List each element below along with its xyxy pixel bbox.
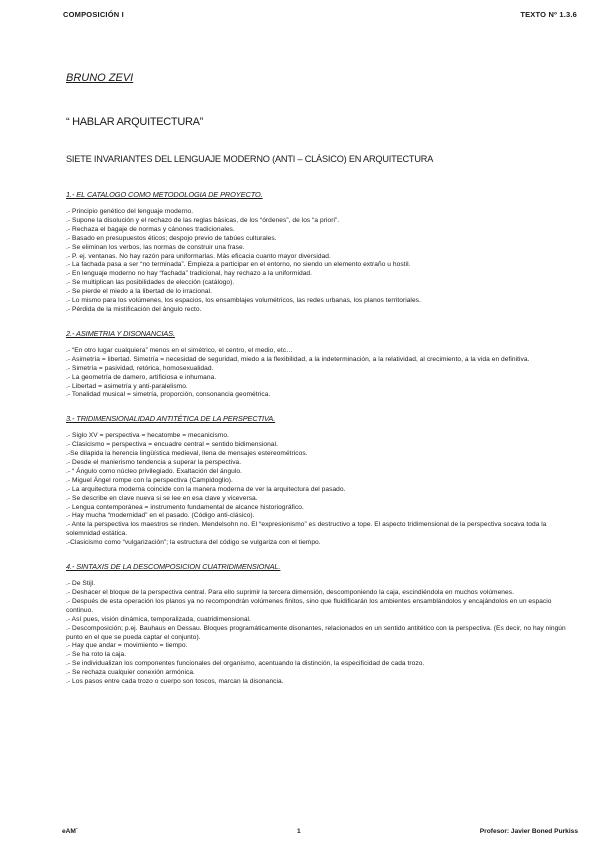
list-item: .- Siglo XV = perspectiva = hecatombe = mecanicismo.	[66, 432, 229, 440]
list-item: .-Clasicismo como “vulgarización”; la estructura del código se vulgariza con el tiempo.	[66, 539, 321, 547]
list-item: .- Lengua contemporánea = instrumento fundamental de alcance historiográfico.	[66, 503, 304, 511]
list-item: .- Se rechaza cualquier conexión armónica.	[66, 669, 195, 677]
list-item: .- Deshacer el bloque de la perspectiva central. Para ello suprimir la tercera dimensión, descomponiendo la caja, escindiéndola en muchos volúmenes.	[66, 589, 514, 596]
document-body	[66, 190, 566, 701]
section-catalog	[66, 190, 566, 315]
section-title: 4.- SINTAXIS DE LA DESCOMPOSICION CUATRIDIMENSIONAL.	[66, 562, 281, 572]
list-item: .- Asimetría = libertad. Simetría = necesidad de seguridad, miedo a la flexibilidad, a la indeterminación, a la relatividad, al crecimiento, a la vida en definitiva.	[66, 355, 530, 363]
list-item: .- De Stijl.	[66, 580, 96, 588]
list-item: .- Se pierde el miedo a la libertad de lo irracional.	[66, 288, 212, 296]
list-item: .- Tonalidad musical = simetría, proporción, consonancia geométrica.	[66, 391, 271, 399]
list-item: .- Se ha roto la caja.	[66, 651, 127, 659]
list-item: .- Descomposición; p.ej. Bauhaus en Dessau. Bloques programáticamente disonantes, relacionados en un sentido antitético con la perspectiva. (Es decir, no hay ningún punto en el que se pueda captar el conjunto).	[66, 624, 566, 641]
document-subtitle: SIETE INVARIANTES DEL LENGUAJE MODERNO (ANTI – CLÁSICO) EN ARQUITECTURA	[66, 154, 434, 164]
list-item: .- Ante la perspectiva los maestros se rinden. Mendelsohn no. El “expresionismo” es destructivo a tope. El aspecto tridimensional de la perspectiva socava toda la solemnidad estática.	[66, 521, 547, 538]
section-perspective	[66, 414, 566, 548]
list-item: .- Clasicismo = perspectiva = encuadre central = sentido bidimensional.	[66, 441, 278, 449]
header-text-number: TEXTO Nº 1.3.6	[520, 10, 577, 19]
list-item: .- “ Ángulo como núcleo privilegiado. Exaltación del ángulo.	[66, 467, 243, 475]
book-title: “ HABLAR ARQUITECTURA”	[66, 116, 204, 128]
list-item: .- Supone la disolución y el rechazo de las reglas básicas, de los “órdenes”, de los “a priori”.	[66, 216, 340, 224]
list-item: .- Así pues, visión dinámica, temporalizada, cuatridimensional.	[66, 615, 251, 623]
list-item: .- La geometría de damero, artificiosa e inhumana.	[66, 373, 217, 381]
list-item: .-Se dilapida la herencia lingüística medieval, llena de mensajes estereométricos.	[66, 450, 308, 458]
list-item: .- Principio genético del lenguaje moderno.	[66, 208, 194, 215]
header-course: COMPOSICIÓN I	[63, 10, 124, 19]
list-item: .- La fachada pasa a ser “no terminada”. Empieza a participar en el entorno, no siendo un elemento extraño u hostil.	[66, 261, 411, 269]
section-title: 2.- ASIMETRIA Y DISONANCIAS.	[66, 328, 175, 338]
footer-school-code: eAM´	[62, 828, 79, 835]
list-item: .- “En otro lugar cualquiera” menos en el simétrico, el centro, el medio, etc…	[66, 346, 293, 354]
page-number: 1	[297, 828, 301, 835]
list-item: .- Se multiplican las posibilidades de elección (catálogo).	[66, 279, 235, 287]
list-item: .- Los pasos entre cada trozo o cuerpo son toscos, marcan la disonancia.	[66, 678, 284, 686]
section-decomposition	[66, 562, 566, 687]
list-item: .- Hay que andar = movimiento = tiempo.	[66, 642, 188, 650]
list-item: .- Se eliminan los verbos, las normas de construir una frase.	[66, 243, 245, 251]
list-item: .- Pérdida de la mistificación del ángulo recto.	[66, 305, 202, 313]
section-asymmetry	[66, 329, 566, 400]
list-item: .- Basado en presupuestos éticos; despojo previo de tabúes culturales.	[66, 234, 277, 242]
list-item: .- Se describe en clave nueva si se lee en esa clave y viceversa.	[66, 494, 258, 502]
section-title: 3.- TRIDIMENSIONALIDAD ANTITÉTICA DE LA PERSPECTIVA.	[66, 414, 276, 424]
list-item: .- La arquitectura moderna coincide con la manera moderna de ver la arquitectura del pasado.	[66, 485, 346, 493]
list-item: .- Se individualizan los componentes funcionales del organismo, acentuando la distinción, la especificidad de cada trozo.	[66, 660, 425, 668]
list-item: .- Hay mucha “modernidad” en el pasado. (Código anti-clásico).	[66, 512, 255, 520]
list-item: .- Rechaza el bagaje de normas y cánones tradicionales.	[66, 225, 235, 233]
list-item: .- Miguel Ángel rompe con la perspectiva (Campidoglio).	[66, 476, 233, 484]
footer-professor: Profesor: Javier Boned Purkiss	[479, 828, 578, 835]
author-name: BRUNO ZEVI	[66, 72, 134, 84]
list-item: .- En lenguaje moderno no hay “fachada” tradicional, hay rechazo a la uniformidad.	[66, 270, 313, 278]
list-item: .- Lo mismo para los volúmenes, los espacios, los ensamblajes volumétricos, las redes urbanas, los planos territoriales.	[66, 297, 421, 305]
list-item: .- P. ej. ventanas. No hay razón para uniformarlas. Más eficacia cuanto mayor diversidad.	[66, 252, 331, 260]
list-item: .- Simetría = pasividad, retórica, homosexualidad.	[66, 364, 214, 372]
list-item: .- Libertad = asimetría y anti-paralelismo.	[66, 382, 188, 390]
list-item: .- Desde el manierismo tendencia a superar la perspectiva.	[66, 459, 242, 467]
section-title: 1.- EL CATALOGO COMO METODOLOGIA DE PROYECTO.	[66, 190, 263, 199]
list-item: .- Después de esta operación los planos ya no recompondrán volúmenes finitos, sino que fluidificarán los ambientes ensamblándolos y encajándolos en un espacio continuo.	[66, 597, 552, 614]
